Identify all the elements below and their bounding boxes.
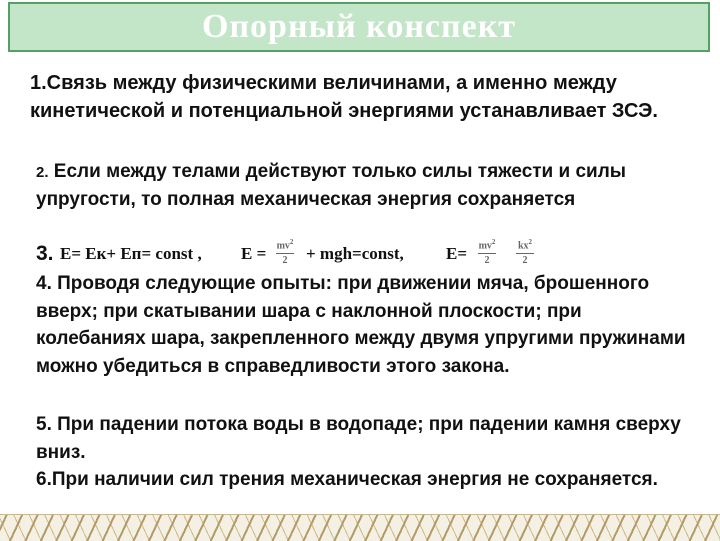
frac2-exponent: 2 [491,238,496,246]
point-2 [36,158,686,213]
point-4: 4. Проводя следующие опыты: при движении мяча, брошенного вверх; при скатывании шара с наклонной плоскости; при колебаниях шара, закрепленного между двумя упругими пружинами можно убедиться в справедливости этого закона. [36,273,686,377]
point-1: 1.Связь между физическими величинами, а именно между кинетической и потенциальной энергиями устанавливает ЗСЭ. [30,72,658,122]
frac2-numerator: mv [478,240,492,252]
potential-energy-term: + mgh=const, [306,244,404,263]
frac3-denominator: 2 [522,255,528,267]
energy-e-label: E = [241,244,267,263]
kinetic-energy-fraction [276,236,294,267]
frac2-denominator: 2 [484,255,490,267]
energy-e-label-2: E= [446,244,468,263]
slide-title: Опорный конспект [202,8,516,45]
point-3-formulas [36,240,686,272]
point-6: 6.При наличии сил трения механическая энергия не сохраняется. [36,469,658,490]
frac1-numerator: mv [276,240,290,252]
frac3-numerator: kx [517,240,529,252]
point-2-number: 2. [36,164,49,181]
spring-energy-fraction [516,236,534,267]
title-banner [8,2,710,52]
kinetic-energy-fraction-2 [478,236,496,267]
point-3-number: 3. [36,242,54,265]
point-2-text: Если между телами действуют только силы тяжести и силы упругости, то полная механическая энергия сохраняется [36,161,627,210]
ornamental-border [0,514,720,541]
frac1-exponent: 2 [289,238,294,246]
energy-sum-formula: E= Eк+ Eп= const , [60,244,202,263]
frac1-denominator: 2 [282,255,288,267]
point-5: 5. При падении потока воды в водопаде; при падении камня сверху вниз. [36,414,681,463]
frac3-exponent: 2 [528,238,533,246]
